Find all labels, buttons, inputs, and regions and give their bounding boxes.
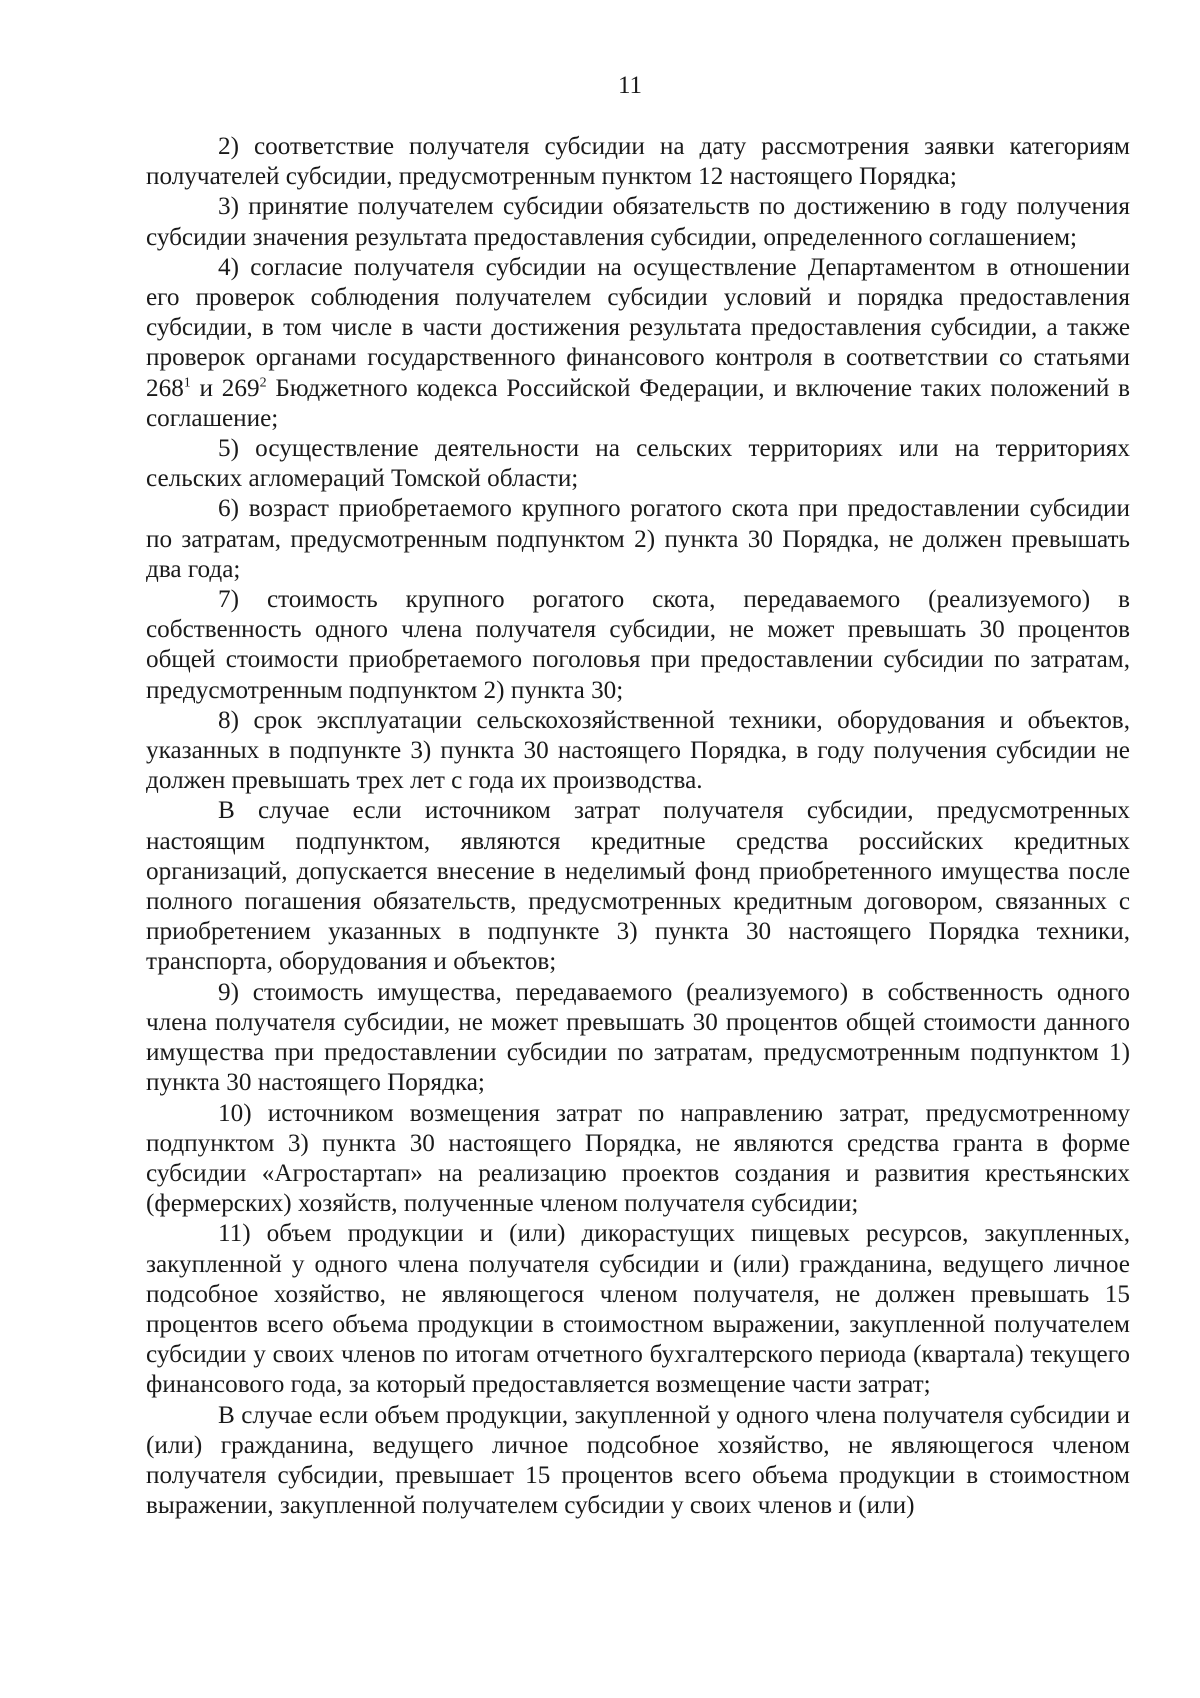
paragraph-item-4-text-a: 4) согласие получателя субсидии на осуществление Департаментом в отношении его проверок соблюдения получателем субсидии условий и порядка предоставления субсидии, в том числе в части достижения результата предоставления субсидии, а также проверок органами государственного финансового контроля в соответствии со статьями 268	[146, 253, 1130, 402]
page-number: 11	[617, 72, 643, 99]
paragraph-item-9: 9) стоимость имущества, передаваемого (реализуемого) в собственность одного члена получателя субсидии, не может превышать 30 процентов общей стоимости данного имущества при предоставлении субсидии по затратам, предусмотренным подпунктом 1) пункта 30 настоящего Порядка;	[146, 978, 1130, 1097]
paragraph-item-4-text-c: Бюджетного кодекса Российской Федерации, и включение таких положений в соглашение;	[146, 374, 1130, 432]
paragraph-item-3: 3) принятие получателем субсидии обязательств по достижению в году получения субсидии значения результата предоставления субсидии, определенного соглашением;	[146, 193, 1130, 251]
paragraph-item-10: 10) источником возмещения затрат по направлению затрат, предусмотренному подпунктом 3) пункта 30 настоящего Порядка, не являются средства гранта в форме субсидии «Агростартап» на реализацию проектов создания и развития крестьянских (фермерских) хозяйств, полученные членом получателя субсидии;	[146, 1099, 1130, 1218]
superscript-2: 2	[259, 375, 267, 391]
paragraph-item-6: 6) возраст приобретаемого крупного рогатого скота при предоставлении субсидии по затратам, предусмотренным подпунктом 2) пункта 30 Порядка, не должен превышать два года;	[146, 495, 1130, 583]
paragraph-item-7: 7) стоимость крупного рогатого скота, передаваемого (реализуемого) в собственность одного члена получателя субсидии, не может превышать 30 процентов общей стоимости приобретаемого поголовья при предоставлении субсидии по затратам, предусмотренным подпунктом 2) пункта 30;	[146, 586, 1130, 704]
paragraph-item-11-note: В случае если объем продукции, закупленной у одного члена получателя субсидии и (или) гражданина, ведущего личное подсобное хозяйство, не являющегося членом получателя субсидии, превышает 15 процентов всего объема продукции в стоимостном выражении, закупленной получателем субсидии у своих членов и (или)	[146, 1401, 1130, 1520]
paragraph-item-5: 5) осуществление деятельности на сельских территориях или на территориях сельских агломераций Томской области;	[146, 435, 1130, 493]
document-body	[146, 132, 1130, 1521]
paragraph-item-8-note: В случае если источником затрат получателя субсидии, предусмотренных настоящим подпунктом, являются кредитные средства российских кредитных организаций, допускается внесение в неделимый фонд приобретенного имущества после полного погашения обязательств, предусмотренных кредитным договором, связанных с приобретением указанных в подпункте 3) пункта 30 настоящего Порядка техники, транспорта, оборудования и объектов;	[146, 797, 1130, 976]
paragraph-item-4	[146, 253, 1130, 434]
paragraph-item-11: 11) объем продукции и (или) дикорастущих пищевых ресурсов, закупленных, закупленной у одного члена получателя субсидии и (или) гражданина, ведущего личное подсобное хозяйство, не являющегося членом получателя, не должен превышать 15 процентов всего объема продукции в стоимостном выражении, закупленной получателем субсидии у своих членов по итогам отчетного бухгалтерского периода (квартала) текущего финансового года, за который предоставляется возмещение части затрат;	[146, 1220, 1130, 1399]
paragraph-item-2: 2) соответствие получателя субсидии на дату рассмотрения заявки категориям получателей субсидии, предусмотренным пунктом 12 настоящего Порядка;	[146, 133, 1130, 191]
superscript-1: 1	[183, 375, 191, 391]
paragraph-item-8: 8) срок эксплуатации сельскохозяйственной техники, оборудования и объектов, указанных в подпункте 3) пункта 30 настоящего Порядка, в году получения субсидии не должен превышать трех лет с года их производства.	[146, 706, 1130, 795]
paragraph-item-4-text-b: и 269	[190, 374, 260, 402]
